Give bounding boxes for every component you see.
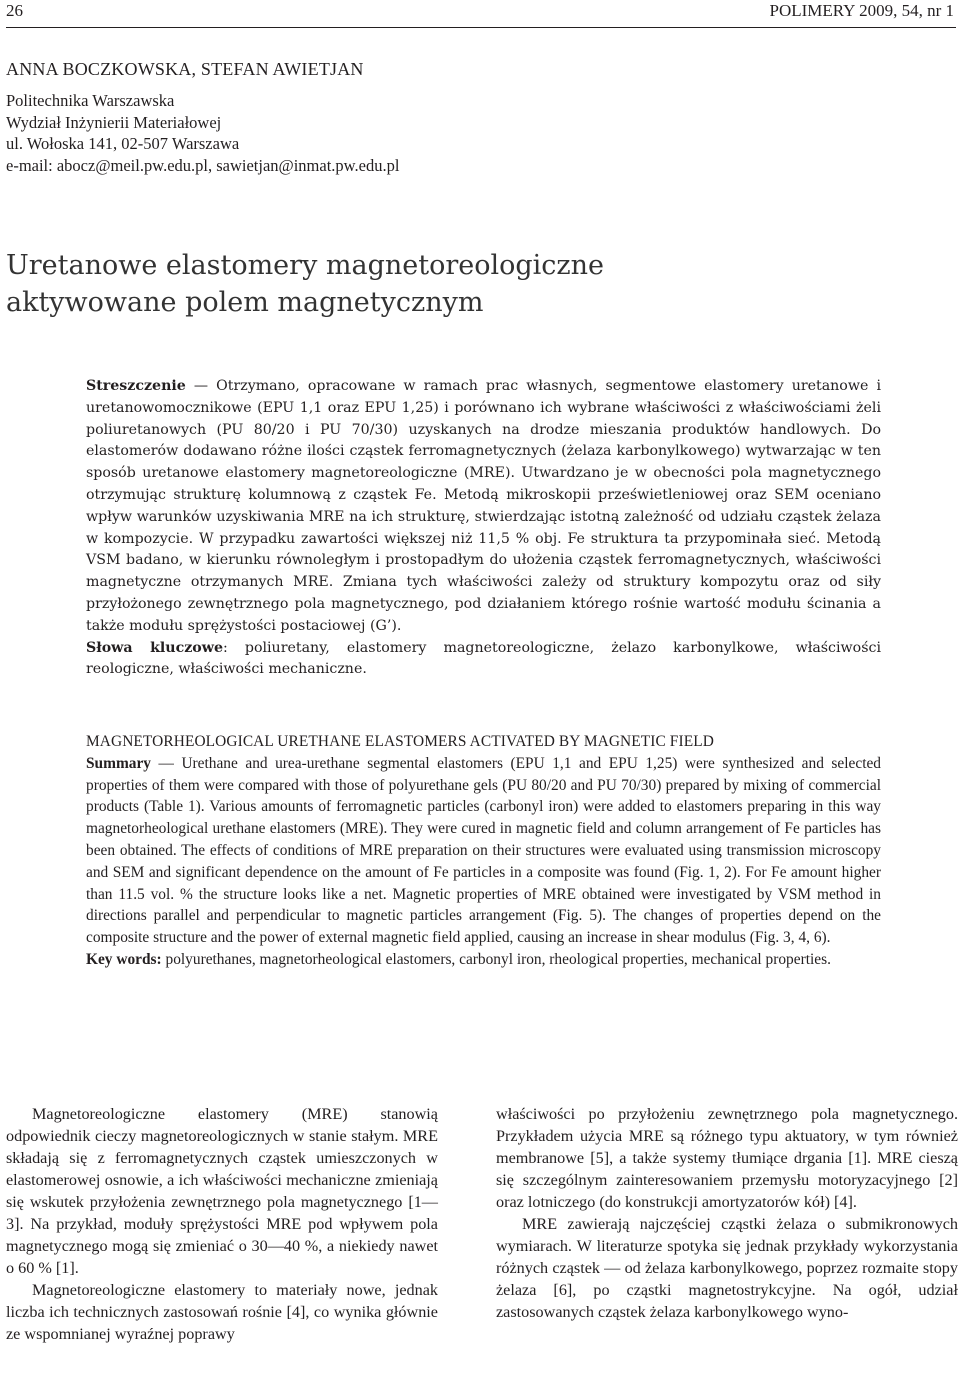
authors: ANNA BOCZKOWSKA, STEFAN AWIETJAN	[6, 59, 364, 79]
journal-citation: POLIMERY 2009, 54, nr 1	[769, 1, 954, 20]
keywords-english	[86, 949, 881, 971]
abstract-polish-dash: —	[185, 378, 217, 394]
keywords-english-text: polyurethanes, magnetorheological elastomers, carbonyl iron, rheological properties, mechanical properties.	[161, 950, 831, 968]
article-title	[6, 247, 906, 321]
affiliation-faculty: Wydział Inżynierii Materiałowej	[6, 112, 222, 132]
abstract-english	[86, 731, 881, 971]
title-line-2: aktywowane polem magnetycznym	[6, 287, 484, 318]
page-number: 26	[6, 1, 23, 20]
body-paragraph: właściwości po przyłożeniu zewnętrznego pola magnetycznego. Przykładem użycia MRE są różnego typu aktuatory, w tym również membranowe [5], a także systemy tłumiące drgania [1]. MRE cieszą się szczególnym zainteresowaniem przemysłu motoryzacyjnego [2] oraz lotniczego (do konstrukcji amortyzatorów kół) [4].	[496, 1105, 958, 1211]
keywords-polish-text: : poliuretany, elastomery magnetoreologiczne, żelazo karbonylkowe, właściwości reologiczne, właściwości mechaniczne.	[86, 639, 881, 678]
english-title: MAGNETORHEOLOGICAL URETHANE ELASTOMERS ACTIVATED BY MAGNETIC FIELD	[86, 733, 714, 750]
body-paragraph: Magnetoreologiczne elastomery to materiały nowe, jednak liczba ich technicznych zastosowań rośnie [4], co wynika głównie ze wspomnianej wyraźnej poprawy	[6, 1281, 438, 1343]
affiliation-university: Politechnika Warszawska	[6, 91, 175, 110]
abstract-polish	[86, 376, 881, 681]
title-line-1: Uretanowe elastomery magnetoreologiczne	[6, 250, 605, 281]
body-column-left	[6, 1103, 438, 1345]
summary-text: Urethane and urea-urethane segmental elastomers (EPU 1,1 and EPU 1,25) were synthesized and selected properties of them were compared with those of polyurethane gels (PU 80/20 and PU 70/30) prepared by mixing of commercial products (Table 1). Various amounts of ferromagnetic particles (carbonyl iron) were added to elastomers preparing in this way magnetorheological urethane elastomers (MRE). They were cured in magnetic field and column arrangement of Fe particles has been obtained. The effects of conditions of MRE preparation on their structures were evaluated using transmission microscopy and SEM and significant dependence on the amount of Fe particles in a composite was found (Fig. 1, 2). For Fe amount higher than 11.5 vol. % the structure looks like a net. Magnetic properties of MRE obtained were investigated by VSM method in directions parallel and perpendicular to magnetic particles arrangement (Fig. 5). The changes of properties depend on the composite structure and the power of external magnetic field applied, causing an increase in shear modulus (Fig. 3, 4, 6).	[86, 754, 881, 947]
abstract-polish-body	[86, 376, 881, 638]
body-paragraph: Magnetoreologiczne elastomery (MRE) stanowią odpowiednik cieczy magnetoreologicznych w stanie stałym. MRE składają się z ferromagnetycznych cząstek umieszczonych w elastomerowej osnowie, a ich właściwości mechaniczne zmieniają się wskutek przyłożenia zewnętrznego pola magnetycznego [1—3]. Na przykład, moduły sprężystości MRE pod wpływem pola magnetycznego mogą się zmieniać o 30—40 %, a niekiedy nawet o 60 % [1].	[6, 1105, 438, 1277]
summary-label: Summary	[86, 754, 151, 772]
affiliation-address: ul. Wołoska 141, 02-507 Warszawa	[6, 134, 240, 153]
body-column-right	[496, 1103, 958, 1323]
running-header	[6, 0, 954, 24]
keywords-polish-label: Słowa kluczowe	[86, 639, 224, 656]
keywords-english-label: Key words:	[86, 950, 162, 968]
abstract-english-body	[86, 753, 881, 949]
summary-dash: —	[150, 754, 182, 772]
affiliation-email: e-mail: abocz@meil.pw.edu.pl, sawietjan@inmat.pw.edu.pl	[6, 155, 400, 175]
body-paragraph: MRE zawierają najczęściej cząstki żelaza o submikronowych wymiarach. W literaturze spotyka się jednak przykłady wykorzystania różnych cząstek — od żelaza karbonylkowego, poprzez rozmaite stopy żelaza [6], po cząstki magnetostrykcyjne. Na ogół, udział zastosowanych cząstek żelaza karbonylkowego wyno-	[496, 1215, 958, 1321]
abstract-polish-label: Streszczenie	[86, 378, 186, 394]
header-rule	[6, 27, 956, 28]
keywords-polish	[86, 638, 881, 682]
abstract-polish-text: Otrzymano, opracowane w ramach prac własnych, segmentowe elastomery uretanowe i uretanowomocznikowe (EPU 1,1 oraz EPU 1,25) i porównano ich wybrane właściwości z właściwościami żeli poliuretanowych (PU 80/20 i PU 70/30) uzyskanych na drodze mieszania produktów handlowych. Do elastomerów dodawano różne ilości cząstek ferromagnetycznych (żelaza karbonylkowego) wytwarzając w ten sposób uretanowe elastomery magnetoreologiczne (MRE). Utwardzano je w obecności pola magnetycznego otrzymując strukturę kolumnową z cząstek Fe. Metodą mikroskopii prześwietleniowej oraz SEM oceniano wpływ warunków uzyskiwania MRE na ich strukturę, stwierdzając istotną zależność od udziału cząstek żelaza w kompozycie. W przypadku zawartości większej niż 11,5 % obj. Fe struktura ta przypominała sieć. Metodą VSM badano, w kierunku równoległym i prostopadłym do ułożenia cząstek ferromagnetycznych, właściwości magnetyczne otrzymanych MRE. Zmiana tych właściwości zależy od struktury kompozytu oraz od siły przyłożonego zewnętrznego pola magnetycznego, pod działaniem którego rośnie wartość modułu ścinania a także modułu sprężystości postaciowej (G’).	[86, 378, 881, 634]
affiliation	[6, 90, 399, 176]
